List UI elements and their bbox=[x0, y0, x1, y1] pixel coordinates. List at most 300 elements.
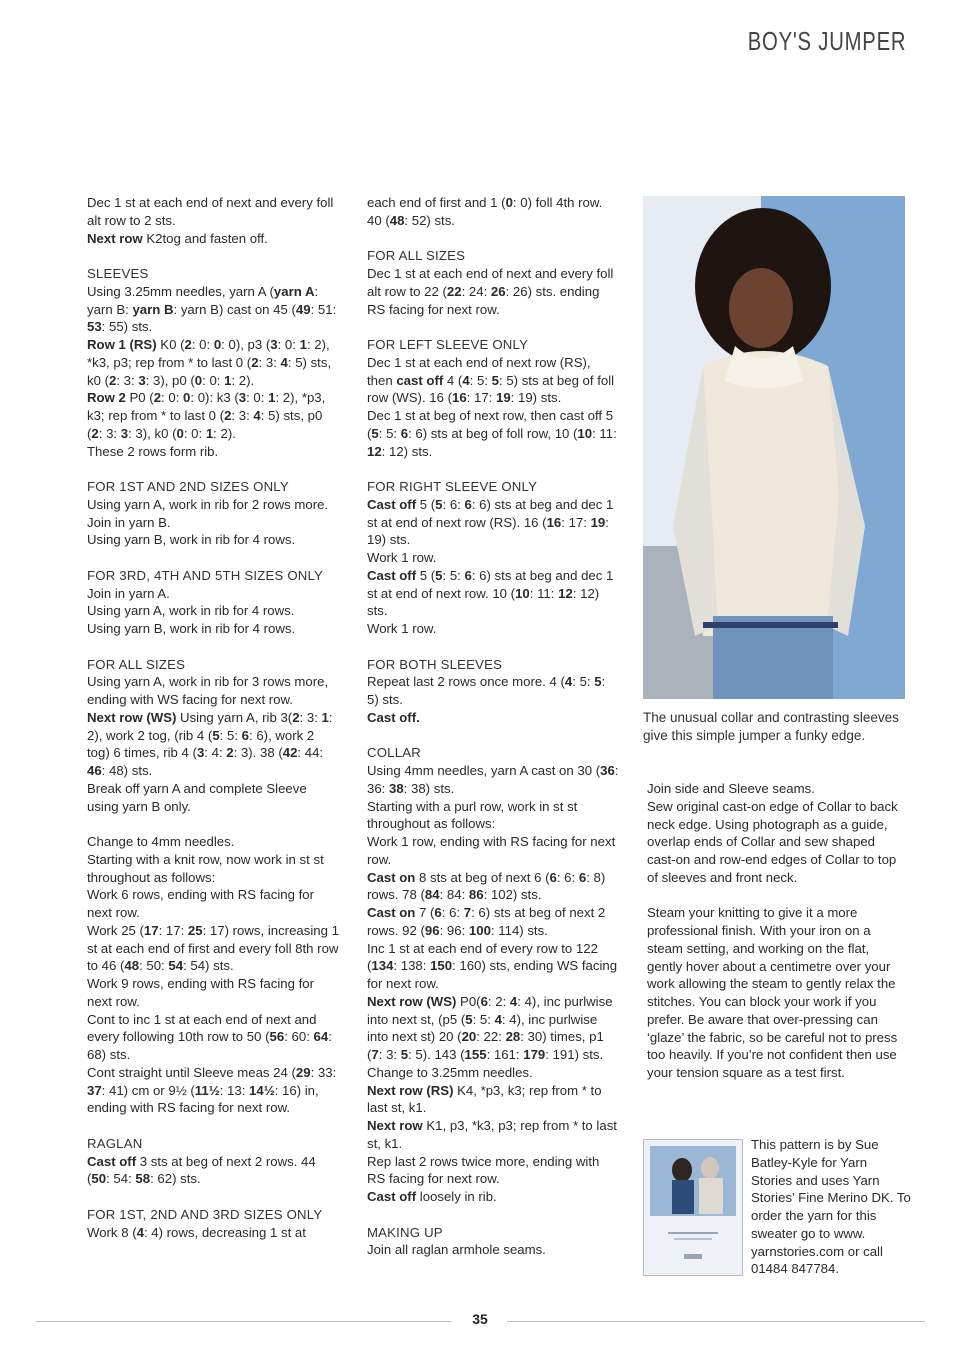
bold-run: 179 bbox=[523, 1047, 546, 1062]
bold-run: 100 bbox=[468, 922, 491, 938]
page-number: 35 bbox=[472, 1311, 488, 1327]
text-run: : 2), *k3, p3; rep from * to last 0 ( bbox=[87, 337, 330, 370]
text-run: : 19) sts. bbox=[367, 514, 609, 548]
text-run: Repeat last 2 rows once more. 4 ( bbox=[367, 674, 565, 690]
bold-run: 96 bbox=[424, 922, 440, 938]
bold-run: Next row (WS) bbox=[367, 993, 457, 1009]
bold-run: 46 bbox=[87, 763, 102, 778]
instruction-paragraph bbox=[367, 265, 619, 318]
bold-run: 6 bbox=[241, 727, 250, 743]
bold-run: 2 bbox=[224, 408, 232, 423]
bold-run: 4 bbox=[494, 1011, 502, 1027]
bold-run: 4 bbox=[253, 408, 261, 423]
bold-run: 20 bbox=[461, 1029, 477, 1045]
bold-run: 0 bbox=[194, 372, 203, 388]
bold-run: Cast off. bbox=[367, 709, 420, 725]
text-run: : 0: bbox=[183, 425, 206, 441]
text-run: Work 1 row, ending with RS facing for next row. bbox=[367, 834, 616, 867]
bold-run: Row 1 (RS) bbox=[87, 337, 157, 352]
instruction-paragraph bbox=[367, 993, 619, 1064]
text-run: : 54: bbox=[106, 1171, 136, 1187]
instruction-paragraph bbox=[87, 283, 339, 336]
bold-run: 5 bbox=[465, 1011, 473, 1027]
model-photo-illustration bbox=[643, 196, 905, 699]
text-run: Dec 1 st at each end of next and every foll alt row to 22 ( bbox=[367, 266, 614, 299]
text-run: Starting with a knit row, now work in st st throughout as follows: bbox=[87, 851, 324, 885]
text-run: : yarn B: bbox=[87, 283, 319, 317]
bold-run: 26 bbox=[490, 283, 506, 299]
bold-run: 0 bbox=[505, 195, 513, 210]
instruction-paragraph bbox=[87, 833, 339, 851]
bold-run: 38 bbox=[389, 780, 404, 796]
text-run: K2tog and fasten off. bbox=[142, 230, 268, 246]
text-run: : 6) sts at beg of next 2 rows. 92 ( bbox=[367, 905, 606, 938]
text-run: : 96: bbox=[439, 922, 469, 938]
text-run: Steam your knitting to give it a more professional finish. With your iron on a steam setting, and working on the flat, gently hover about a centimetre over your work allowing the steam to gently relax the stitches. You can block your work if you prefer. Be aware that over-pressing can ‘glaze’ the fabric, so be careful not to press too heavily. If you’re not confident then use your tension square as a test first. bbox=[647, 905, 898, 1080]
instruction-paragraph bbox=[367, 709, 619, 727]
text-run: : 51: bbox=[310, 301, 337, 317]
bold-run: 56 bbox=[269, 1029, 285, 1045]
bold-run: 48 bbox=[124, 958, 140, 974]
instruction-paragraph bbox=[87, 230, 339, 248]
bold-run: 5 bbox=[400, 1047, 409, 1062]
text-run: Dec 1 st at each end of next row (RS), then bbox=[367, 354, 591, 388]
text-run: : 12) sts. bbox=[367, 585, 600, 619]
text-run: : 19) sts. bbox=[510, 390, 562, 406]
bold-run: Next row (RS) bbox=[367, 1082, 454, 1098]
section-heading: FOR LEFT SLEEVE ONLY bbox=[367, 337, 529, 352]
bold-run: 29 bbox=[295, 1064, 311, 1080]
text-run: : 3: bbox=[98, 425, 121, 441]
bold-run: 17 bbox=[143, 922, 159, 938]
instruction-paragraph bbox=[87, 1153, 339, 1189]
text-run: : 0) foll 4th row. 40 ( bbox=[367, 195, 603, 228]
instruction-paragraph bbox=[87, 496, 339, 514]
text-run: : 17) rows, increasing 1 st at each end of first and every foll 8th row to 46 ( bbox=[87, 922, 339, 974]
book-cover-illustration bbox=[644, 1140, 742, 1275]
section-heading: FOR ALL SIZES bbox=[367, 248, 466, 264]
text-run: : 114) sts. bbox=[490, 922, 548, 938]
text-run: : 84: bbox=[439, 887, 469, 903]
text-run: : 60: bbox=[284, 1029, 314, 1045]
text-run: : 50: bbox=[139, 958, 169, 974]
bold-run: 5 bbox=[491, 372, 499, 388]
instruction-paragraph bbox=[87, 514, 339, 532]
bold-run: 6 bbox=[578, 869, 587, 885]
text-run: Work 9 rows, ending with RS facing for next row. bbox=[87, 976, 314, 1009]
text-run: K0 ( bbox=[156, 337, 185, 352]
instruction-paragraph bbox=[367, 1188, 619, 1206]
model-photo bbox=[643, 196, 905, 699]
instruction-paragraph bbox=[87, 620, 339, 638]
text-run: : 5) sts, p0 ( bbox=[87, 408, 323, 441]
text-run: Sew original cast-on edge of Collar to back neck edge. Using photograph as a guide, overlap ends of Collar and sew shaped cast-on and row-end edges of Collar to top of sleeves and front neck. bbox=[647, 798, 898, 885]
text-run: : 16) in, ending with RS facing for next row. bbox=[87, 1082, 319, 1116]
bold-run: 25 bbox=[187, 922, 203, 938]
photo-caption: The unusual collar and contrasting sleeves give this simple jumper a funky edge. bbox=[643, 710, 899, 743]
section-heading: FOR 1ST AND 2ND SIZES ONLY bbox=[87, 479, 289, 494]
text-run: : 11: bbox=[529, 585, 559, 601]
instruction-paragraph bbox=[87, 336, 339, 389]
text-run: : 102) sts. bbox=[483, 887, 542, 903]
instruction-paragraph bbox=[87, 780, 339, 816]
bold-run: yarn A bbox=[273, 283, 315, 299]
bold-run: 84 bbox=[424, 887, 440, 903]
bold-run: 134 bbox=[371, 958, 394, 974]
text-run: : 24: bbox=[461, 283, 491, 299]
page-header-title: BOY'S JUMPER bbox=[747, 26, 906, 56]
text-run: : 17: bbox=[561, 514, 591, 530]
instruction-paragraph bbox=[367, 904, 619, 940]
text-run: Work 6 rows, ending with RS facing for next row. bbox=[87, 887, 314, 920]
bold-run: 1 bbox=[299, 337, 307, 352]
instruction-paragraph bbox=[367, 940, 619, 993]
bold-run: 0 bbox=[183, 390, 191, 406]
instruction-paragraph bbox=[367, 798, 619, 834]
text-run: : 2), *p3, k3; rep from * to last 0 ( bbox=[87, 390, 326, 423]
bold-run: 3 bbox=[270, 337, 278, 352]
bold-run: 50 bbox=[91, 1171, 107, 1187]
text-run: Break off yarn A and complete Sleeve using yarn B only. bbox=[87, 780, 307, 814]
paragraph-gap bbox=[367, 230, 619, 248]
bold-run: 2 bbox=[251, 354, 259, 370]
instruction-paragraph bbox=[367, 1241, 619, 1259]
bold-run: Cast on bbox=[367, 905, 416, 920]
text-run: 4 ( bbox=[443, 372, 463, 388]
bold-run: 6 bbox=[464, 567, 472, 583]
text-run: Using 3.25mm needles, yarn A ( bbox=[87, 283, 274, 299]
bold-run: Cast on bbox=[367, 869, 416, 885]
text-run: Work 25 ( bbox=[87, 922, 144, 938]
instruction-paragraph bbox=[87, 443, 339, 461]
text-run: K4, *p3, k3; rep from * to last st, k1. bbox=[367, 1082, 602, 1116]
section-heading: COLLAR bbox=[367, 745, 421, 761]
pattern-column-2 bbox=[367, 194, 619, 1259]
text-run: These 2 rows form rib. bbox=[87, 443, 219, 459]
instruction-paragraph bbox=[367, 354, 619, 407]
text-run: : 5). 143 ( bbox=[408, 1047, 465, 1062]
bold-run: 1 bbox=[224, 372, 232, 388]
instruction-paragraph bbox=[87, 975, 339, 1011]
instruction-paragraph bbox=[367, 620, 619, 638]
bold-run: Next row bbox=[367, 1118, 423, 1133]
text-run: : 5: bbox=[219, 727, 242, 743]
bold-run: 5 bbox=[435, 496, 443, 512]
paragraph-gap bbox=[367, 1206, 619, 1224]
text-run: : 17: bbox=[466, 390, 496, 406]
text-run: : 6) sts at beg of foll row, 10 ( bbox=[408, 425, 578, 441]
text-run: : 3: bbox=[378, 1047, 401, 1062]
pattern-column-3 bbox=[647, 780, 905, 1082]
instruction-paragraph bbox=[87, 851, 339, 887]
instruction-paragraph bbox=[367, 1117, 619, 1153]
instruction-paragraph bbox=[87, 389, 339, 442]
text-run: : 6: bbox=[556, 869, 579, 885]
footer-rule-left bbox=[36, 1321, 451, 1322]
text-run: 7 ( bbox=[415, 905, 435, 920]
text-run: 3 sts at beg of next 2 rows. 44 ( bbox=[87, 1153, 316, 1187]
text-run: : 0), p3 ( bbox=[221, 337, 271, 352]
text-run: : 2). bbox=[213, 425, 236, 441]
instruction-paragraph bbox=[87, 922, 339, 975]
text-run: : 13: bbox=[219, 1082, 250, 1098]
paragraph-gap bbox=[367, 638, 619, 656]
text-run: Using yarn B, work in rib for 4 rows. bbox=[87, 621, 296, 636]
text-run: 8 sts at beg of next 6 ( bbox=[415, 869, 550, 885]
bold-run: 10 bbox=[515, 585, 530, 601]
text-run: : 191) sts. bbox=[545, 1047, 604, 1062]
bold-run: 5 bbox=[435, 567, 443, 583]
bold-run: 42 bbox=[282, 745, 298, 761]
text-run: : 0): k3 ( bbox=[190, 390, 239, 406]
section-heading: RAGLAN bbox=[87, 1135, 143, 1151]
text-run: : 4: bbox=[204, 745, 227, 761]
paragraph-gap bbox=[87, 638, 339, 656]
instruction-paragraph bbox=[367, 407, 619, 460]
text-run: Join side and Sleeve seams. bbox=[647, 781, 815, 796]
bold-run: 5 bbox=[212, 727, 220, 743]
text-run: : 138: bbox=[393, 958, 431, 974]
bold-run: 5 bbox=[594, 674, 602, 690]
text-run: : 160) sts, ending WS facing for next row. bbox=[367, 958, 618, 991]
instruction-paragraph bbox=[367, 1153, 619, 1189]
bold-run: 36 bbox=[600, 763, 615, 778]
text-run: Dec 1 st at each end of next and every foll alt row to 2 sts. bbox=[87, 195, 334, 228]
bold-run: 19 bbox=[590, 514, 606, 530]
bold-run: 4 bbox=[564, 674, 573, 690]
bold-run: 37 bbox=[87, 1082, 102, 1098]
text-run: Using 4mm needles, yarn A cast on 30 ( bbox=[367, 763, 601, 778]
text-run: : 0: bbox=[191, 337, 214, 352]
section-heading: FOR 1ST, 2ND AND 3RD SIZES ONLY bbox=[87, 1206, 323, 1222]
text-run: Work 1 row. bbox=[367, 550, 437, 565]
text-run: each end of first and 1 ( bbox=[367, 195, 506, 210]
bold-run: 48 bbox=[389, 212, 405, 228]
bold-run: 1 bbox=[268, 390, 276, 406]
bold-run: 16 bbox=[452, 390, 467, 406]
text-run: : 5: bbox=[469, 372, 492, 388]
text-run: : 6) sts at beg and dec 1 st at end of next row (RS). 16 ( bbox=[367, 496, 614, 530]
bold-run: Next row bbox=[87, 230, 143, 246]
bold-run: 2 bbox=[91, 425, 99, 441]
instruction-paragraph bbox=[87, 194, 339, 230]
bold-run: 16 bbox=[546, 514, 562, 530]
bold-run: 49 bbox=[295, 301, 311, 317]
text-run: : 2). bbox=[231, 372, 255, 388]
section-heading: SLEEVES bbox=[87, 266, 149, 281]
bold-run: 3 bbox=[238, 390, 247, 406]
text-run: Change to 3.25mm needles. bbox=[367, 1064, 533, 1080]
paragraph-gap bbox=[367, 318, 619, 336]
pattern-column-1 bbox=[87, 194, 339, 1241]
footer-rule-right bbox=[507, 1321, 925, 1322]
bold-run: 0 bbox=[213, 337, 222, 352]
text-run: : yarn B) cast on 45 ( bbox=[173, 301, 296, 317]
bold-run: 54 bbox=[168, 958, 184, 974]
bold-run: 2 bbox=[226, 745, 234, 761]
text-run: : 5: bbox=[378, 425, 401, 441]
bold-run: 2 bbox=[153, 390, 162, 406]
instruction-paragraph bbox=[87, 585, 339, 603]
text-run: : 0: bbox=[202, 372, 225, 388]
text-run: : 54) sts. bbox=[183, 958, 234, 974]
bold-run: 19 bbox=[496, 390, 511, 406]
text-run: Using yarn A, work in rib for 3 rows more, ending with WS facing for next row. bbox=[87, 674, 329, 707]
instruction-paragraph bbox=[367, 1064, 619, 1082]
text-run: : 5) sts at beg of foll row (WS). 16 ( bbox=[367, 372, 615, 406]
bold-run: 4 bbox=[280, 354, 288, 370]
text-run: : 3). 38 ( bbox=[233, 745, 283, 761]
paragraph-gap bbox=[87, 1188, 339, 1206]
text-run: : 41) cm or 9½ ( bbox=[101, 1082, 195, 1098]
text-run: : 68) sts. bbox=[87, 1029, 332, 1062]
instruction-paragraph bbox=[367, 496, 619, 549]
bold-run: 6 bbox=[434, 905, 442, 920]
paragraph-gap bbox=[87, 460, 339, 478]
text-run: Work 1 row. bbox=[367, 621, 437, 636]
bold-run: 86 bbox=[468, 887, 484, 903]
text-run: : 22: bbox=[476, 1029, 506, 1045]
section-heading: FOR ALL SIZES bbox=[87, 656, 186, 672]
bold-run: 2 bbox=[184, 337, 192, 352]
text-run: : 52) sts. bbox=[404, 212, 455, 228]
text-run: P0 ( bbox=[125, 390, 154, 406]
instruction-paragraph bbox=[87, 1064, 339, 1117]
section-heading: MAKING UP bbox=[367, 1224, 443, 1240]
paragraph-gap bbox=[87, 815, 339, 833]
text-run: : 33: bbox=[310, 1064, 337, 1080]
bold-run: 28 bbox=[505, 1029, 521, 1045]
instruction-paragraph bbox=[367, 567, 619, 620]
text-run: : 0: bbox=[161, 390, 184, 406]
bold-run: 53 bbox=[87, 319, 102, 335]
instruction-paragraph bbox=[647, 798, 905, 887]
text-run: : 0: bbox=[246, 390, 269, 406]
instruction-paragraph bbox=[87, 1011, 339, 1064]
text-run: : 30) times, p1 ( bbox=[367, 1029, 604, 1062]
text-run: Cont to inc 1 st at each end of next and every following 10th row to 50 ( bbox=[87, 1011, 317, 1045]
bold-run: 6 bbox=[464, 496, 472, 512]
bold-run: 155 bbox=[464, 1047, 487, 1062]
text-run: : 3: bbox=[299, 709, 322, 725]
bold-run: yarn B bbox=[132, 301, 174, 317]
text-run: : 44: bbox=[297, 745, 324, 761]
instruction-paragraph bbox=[367, 673, 619, 709]
text-run: : 48) sts. bbox=[101, 763, 153, 778]
instruction-paragraph bbox=[367, 1082, 619, 1118]
text-run: : 2), work 2 tog, (rib 4 ( bbox=[87, 709, 333, 743]
text-run: K1, p3, *k3, p3; rep from * to last st, k1. bbox=[367, 1118, 617, 1151]
paragraph-gap bbox=[87, 247, 339, 265]
bold-run: 3 bbox=[196, 745, 205, 761]
paragraph-gap bbox=[647, 887, 905, 905]
bold-run: 6 bbox=[480, 993, 488, 1009]
bold-run: 12 bbox=[367, 443, 382, 459]
instruction-paragraph bbox=[367, 833, 619, 869]
bold-run: 150 bbox=[430, 958, 453, 974]
bold-run: 3 bbox=[120, 425, 129, 441]
instruction-paragraph bbox=[647, 780, 905, 798]
text-run: : 62) sts. bbox=[150, 1171, 201, 1187]
text-run: Starting with a purl row, work in st st throughout as follows: bbox=[367, 798, 578, 832]
text-run: : 5: bbox=[472, 1011, 495, 1027]
bold-run: 1 bbox=[205, 425, 214, 441]
instruction-paragraph bbox=[367, 869, 619, 905]
text-run: Using yarn B, work in rib for 4 rows. bbox=[87, 532, 296, 548]
text-run: P0( bbox=[456, 993, 481, 1009]
text-run: : 3), k0 ( bbox=[128, 425, 177, 441]
bold-run: 58 bbox=[135, 1171, 151, 1187]
instruction-paragraph bbox=[87, 886, 339, 922]
bold-run: 6 bbox=[549, 869, 557, 885]
section-heading: FOR 3RD, 4TH AND 5TH SIZES ONLY bbox=[87, 567, 324, 583]
text-run: Change to 4mm needles. bbox=[87, 834, 235, 849]
paragraph-gap bbox=[87, 549, 339, 567]
paragraph-gap bbox=[367, 727, 619, 745]
text-run: : 3: bbox=[258, 354, 281, 370]
text-run: : 3: bbox=[231, 408, 254, 423]
text-run: : 11: bbox=[592, 425, 617, 441]
instruction-paragraph bbox=[647, 904, 905, 1082]
bold-run: Cast off bbox=[367, 567, 417, 583]
instruction-paragraph bbox=[87, 602, 339, 620]
bold-run: Cast off bbox=[367, 1189, 417, 1204]
bold-run: 5 bbox=[371, 425, 379, 441]
bold-run: 64 bbox=[313, 1029, 329, 1045]
text-run: : 3), p0 ( bbox=[145, 372, 195, 388]
section-heading: FOR BOTH SLEEVES bbox=[367, 656, 503, 672]
bold-run: 14½ bbox=[249, 1082, 275, 1098]
text-run: : 4), inc purlwise into next st, (p5 ( bbox=[367, 993, 613, 1027]
text-run: Using yarn A, work in rib for 2 rows more. bbox=[87, 496, 329, 512]
pattern-credit: This pattern is by Sue Batley-Kyle for Yarn Stories and uses Yarn Stories’ Fine Merino DK. To order the yarn for this sweater go to www. yarnstories.com or call 01484 847784. bbox=[751, 1137, 911, 1277]
paragraph-gap bbox=[367, 460, 619, 478]
bold-run: 4 bbox=[509, 993, 518, 1009]
text-run: : 26) sts. ending RS facing for next row. bbox=[367, 283, 600, 317]
bold-run: 4 bbox=[462, 372, 470, 388]
bold-run: Cast off bbox=[87, 1153, 137, 1169]
section-heading: FOR RIGHT SLEEVE ONLY bbox=[367, 479, 538, 494]
text-run: loosely in rib. bbox=[416, 1189, 497, 1204]
bold-run: Next row (WS) bbox=[87, 709, 177, 725]
text-run: : 0: bbox=[277, 337, 300, 352]
instruction-paragraph bbox=[87, 709, 339, 780]
text-run: : 55) sts. bbox=[101, 319, 153, 335]
text-run: : 4), inc purlwise into next st) 20 ( bbox=[367, 1011, 598, 1045]
bold-run: 6 bbox=[400, 425, 409, 441]
bold-run: 2 bbox=[292, 709, 300, 725]
text-run: : 3: bbox=[116, 372, 139, 388]
text-run: : 6), work 2 tog) 6 times, rib 4 ( bbox=[87, 727, 315, 761]
text-run: Join all raglan armhole seams. bbox=[367, 1242, 546, 1258]
instruction-paragraph bbox=[367, 549, 619, 567]
bold-run: 12 bbox=[558, 585, 573, 601]
text-run: Using yarn A, rib 3( bbox=[176, 709, 293, 725]
text-run: Join in yarn A. bbox=[87, 585, 170, 601]
text-run: : 5) sts. bbox=[367, 674, 606, 707]
bold-run: 10 bbox=[577, 425, 593, 441]
bold-run: 7 bbox=[463, 905, 472, 920]
text-run: Work 8 ( bbox=[87, 1224, 137, 1240]
instruction-paragraph bbox=[367, 762, 619, 798]
bold-run: 11½ bbox=[194, 1082, 220, 1098]
text-run: : 36: bbox=[367, 763, 619, 796]
bold-run: 2 bbox=[108, 372, 117, 388]
bold-run: 7 bbox=[371, 1047, 379, 1062]
text-run: : 4) rows, decreasing 1 st at bbox=[143, 1224, 306, 1240]
text-run: : 8) rows. 78 ( bbox=[367, 869, 606, 903]
text-run: : 38) sts. bbox=[403, 780, 455, 796]
